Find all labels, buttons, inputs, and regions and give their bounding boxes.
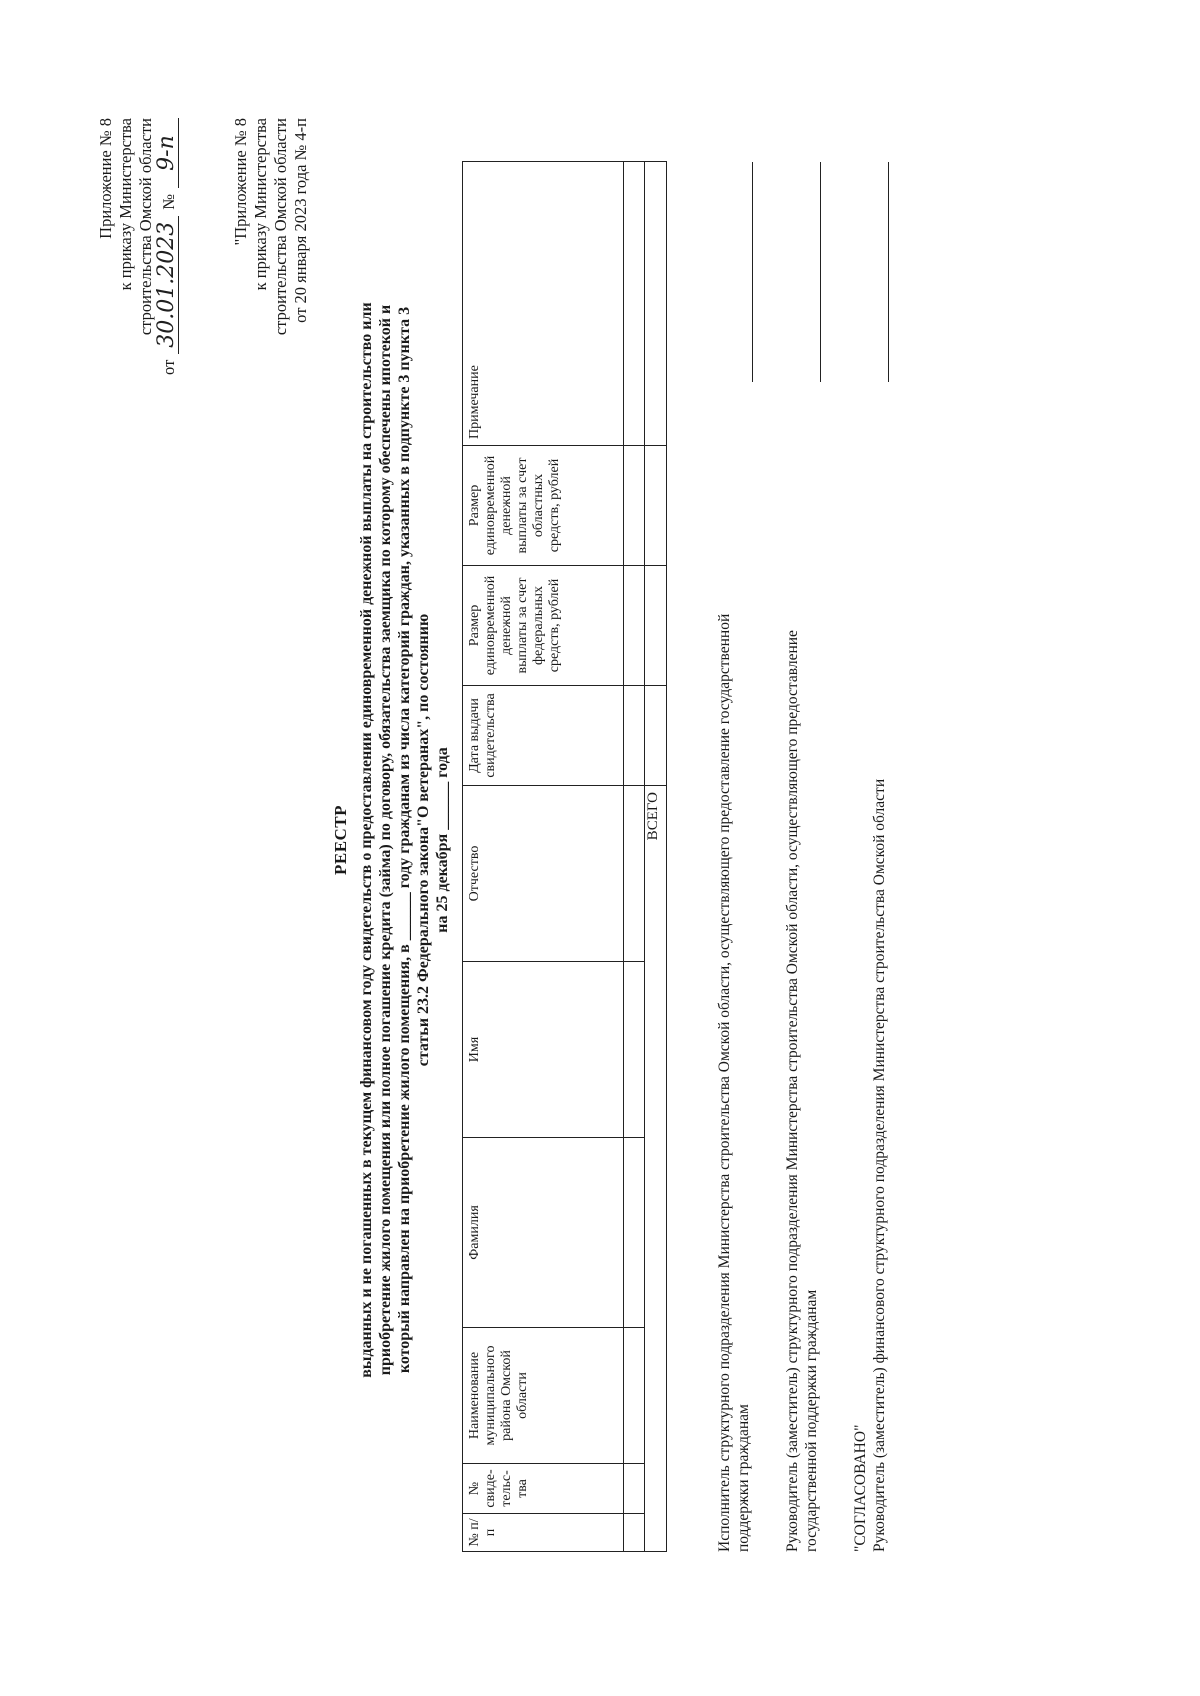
subtitle-line: на 25 декабря ______ года <box>434 747 451 933</box>
subtitle-line: выданных и не погашенных в текущем финансовом году свидетельств о предоставлении единовременной денежной выплаты на строительство или <box>358 302 375 1378</box>
table-cell <box>645 686 667 786</box>
total-row <box>645 162 667 1552</box>
table-header-row <box>463 162 624 1552</box>
column-header-federal-amount: Размер единовременной денежной выплаты за счет федеральных средств, рублей <box>463 566 624 686</box>
original-appendix-line: "Приложение № 8 <box>231 118 250 246</box>
column-header-surname: Фамилия <box>463 1138 624 1328</box>
table-row <box>624 162 645 1552</box>
table-cell <box>624 446 645 566</box>
head-label: Руководитель (заместитель) структурного подразделения Министерства строительства Омской области, осуществляющего предоставление государственной поддержки гражданам <box>784 630 820 1552</box>
table-cell <box>624 962 645 1138</box>
table-cell <box>645 162 667 446</box>
title-block <box>331 128 452 1552</box>
appendix-line: строительства Омской области <box>136 118 155 336</box>
registry-table <box>462 161 667 1552</box>
order-date-line <box>156 118 179 375</box>
handwritten-order-date: 30.01.2023 <box>156 216 179 354</box>
table-cell <box>624 686 645 786</box>
subtitle-line: статьи 23.2 Федерального закона"О ветеранах", по состоянию <box>415 613 432 1067</box>
original-appendix-line: к приказу Министерства <box>251 118 270 291</box>
executor-label: Исполнитель структурного подразделения Министерства строительства Омской области, осуществляющего предоставление государственной поддержки гражданам <box>716 613 752 1552</box>
column-header-certificate-number: № свиде-тельс-тва <box>463 1464 624 1514</box>
original-appendix-line: строительства Омской области <box>271 118 290 336</box>
table-cell <box>645 446 667 566</box>
original-appendix-line: от 20 января 2023 года № 4-п <box>291 118 310 323</box>
signature-blank-line <box>887 162 889 382</box>
table-cell <box>624 1514 645 1552</box>
table-cell <box>624 1328 645 1464</box>
table-cell <box>624 1138 645 1328</box>
order-prefix: от <box>159 359 178 375</box>
signature-blank-line <box>819 162 821 382</box>
column-header-regional-amount: Размер единовременной денежной выплаты за счет областных средств, рублей <box>463 446 624 566</box>
handwritten-order-number: 9-п <box>156 118 179 188</box>
document-title: РЕЕСТР <box>331 804 350 876</box>
table-cell <box>624 566 645 686</box>
signature-finance-head <box>870 162 889 1552</box>
signature-head <box>783 162 821 1552</box>
column-header-name: Имя <box>463 962 624 1138</box>
signature-executor <box>715 162 753 1552</box>
column-header-district: Наименование муниципального района Омской области <box>463 1328 624 1464</box>
appendix-header <box>96 118 311 1552</box>
table-cell <box>624 786 645 962</box>
finance-head-label: Руководитель (заместитель) финансового структурного подразделения Министерства строительства Омской области <box>871 778 888 1552</box>
document-subtitle <box>357 145 452 1535</box>
table-cell <box>624 1464 645 1514</box>
column-header-patronymic: Отчество <box>463 786 624 962</box>
signature-section <box>715 162 889 1552</box>
column-header-number: № п/п <box>463 1514 624 1552</box>
total-label: ВСЕГО <box>645 786 667 1552</box>
subtitle-line: который направлен на приобретение жилого помещения, в ______ году гражданам из числа категорий граждан, указанных в подпункте 3 пункта 3 <box>396 306 413 1374</box>
table-cell <box>645 566 667 686</box>
column-header-issue-date: Дата выдачи свидетельства <box>463 686 624 786</box>
table-cell <box>624 162 645 446</box>
subtitle-line: приобретение жилого помещения или полное погашение кредита (займа) по договору, обязательства заемщика по которому обеспечены ипотекой и <box>377 304 394 1376</box>
appendix-line: к приказу Министерства <box>116 118 135 291</box>
appendix-line: Приложение № 8 <box>96 118 115 239</box>
order-number-label: № <box>159 194 178 210</box>
signature-blank-line <box>751 162 753 382</box>
agreed-label: "СОГЛАСОВАНО" <box>852 1424 869 1552</box>
column-header-note: Примечание <box>463 162 624 446</box>
